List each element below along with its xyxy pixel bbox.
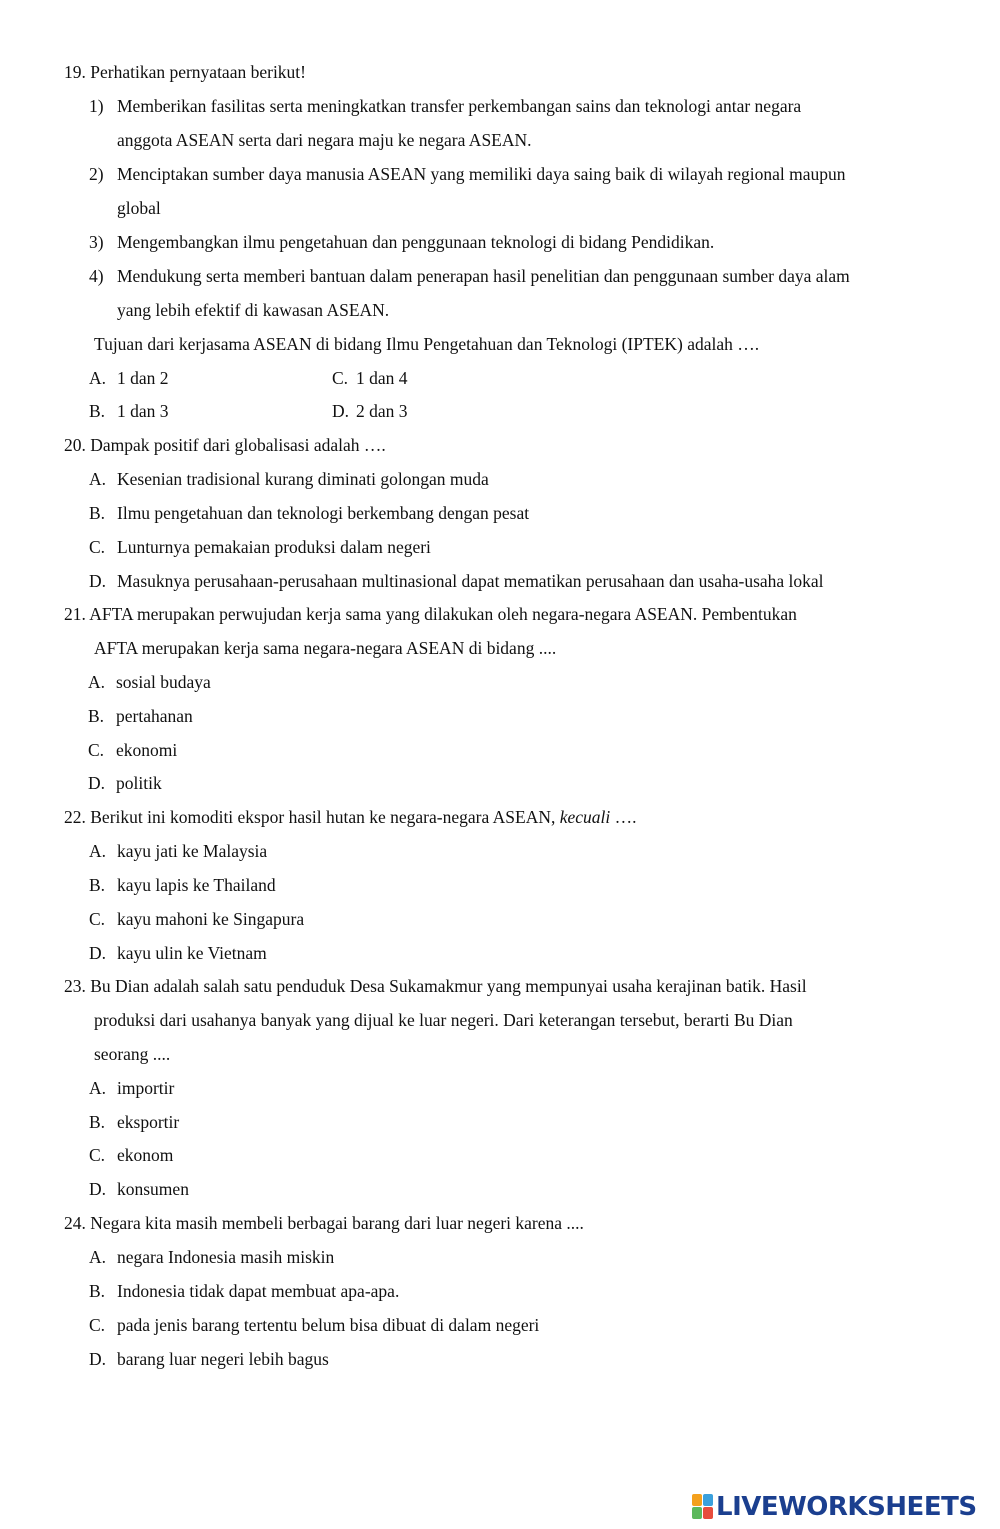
option-text: Masuknya perusahaan-perusahaan multinasional dapat mematikan perusahaan dan usaha-usaha lokal bbox=[117, 571, 824, 591]
question-number: 22. bbox=[64, 807, 86, 827]
option-b[interactable] bbox=[89, 1111, 179, 1133]
question-21 bbox=[64, 603, 797, 625]
option-text: negara Indonesia masih miskin bbox=[117, 1247, 335, 1267]
option-a[interactable] bbox=[89, 840, 267, 862]
option-label: D. bbox=[89, 1179, 107, 1199]
option-text: Kesenian tradisional kurang diminati golongan muda bbox=[117, 469, 489, 489]
question-stem-cont: AFTA merupakan kerja sama negara-negara ASEAN di bidang .... bbox=[94, 638, 557, 658]
option-text: Lunturnya pemakaian produksi dalam negeri bbox=[117, 537, 431, 557]
option-text: ekonom bbox=[117, 1145, 174, 1165]
statement-text: Menciptakan sumber daya manusia ASEAN yang memiliki daya saing baik di wilayah regional maupun bbox=[117, 164, 846, 184]
option-label: A. bbox=[89, 1247, 107, 1267]
option-label: A. bbox=[89, 368, 107, 388]
option-b[interactable] bbox=[89, 502, 529, 524]
option-text: importir bbox=[117, 1078, 175, 1098]
option-a[interactable] bbox=[89, 1246, 334, 1268]
option-text: sosial budaya bbox=[116, 672, 211, 692]
option-text: politik bbox=[116, 773, 162, 793]
option-label: C. bbox=[89, 1145, 106, 1165]
option-label: B. bbox=[89, 875, 106, 895]
option-label: C. bbox=[88, 740, 105, 760]
option-label: C. bbox=[332, 368, 349, 388]
option-d[interactable] bbox=[88, 772, 162, 794]
option-label: A. bbox=[89, 1078, 107, 1098]
option-b[interactable] bbox=[89, 1280, 399, 1302]
question-stem-emphasis: kecuali bbox=[559, 807, 611, 827]
option-label: D. bbox=[89, 943, 107, 963]
option-text: Indonesia tidak dapat membuat apa-apa. bbox=[117, 1281, 400, 1301]
question-stem: Bu Dian adalah salah satu penduduk Desa Sukamakmur yang mempunyai usaha kerajinan batik. Hasil bbox=[90, 976, 807, 996]
question-19 bbox=[64, 61, 306, 83]
statement-number: 1) bbox=[89, 96, 104, 116]
option-text: Ilmu pengetahuan dan teknologi berkembang dengan pesat bbox=[117, 503, 530, 523]
statement-text: Memberikan fasilitas serta meningkatkan transfer perkembangan sains dan teknologi antar negara bbox=[117, 96, 802, 116]
option-c[interactable] bbox=[89, 1144, 173, 1166]
question-number: 21. bbox=[64, 604, 86, 624]
option-label: B. bbox=[89, 1112, 106, 1132]
option-d[interactable] bbox=[89, 942, 267, 964]
option-label: B. bbox=[89, 401, 106, 421]
option-text: kayu ulin ke Vietnam bbox=[117, 943, 267, 963]
option-label: A. bbox=[88, 672, 106, 692]
option-c[interactable] bbox=[89, 1314, 539, 1336]
statement-number: 2) bbox=[89, 164, 104, 184]
option-label: A. bbox=[89, 841, 107, 861]
option-text: 1 dan 2 bbox=[117, 368, 169, 388]
statement-2 bbox=[89, 163, 846, 185]
liveworksheets-logo-icon bbox=[692, 1494, 714, 1520]
question-24 bbox=[64, 1212, 584, 1234]
question-22 bbox=[64, 806, 637, 828]
option-a[interactable] bbox=[89, 468, 489, 490]
statement-number: 3) bbox=[89, 232, 104, 252]
option-b[interactable] bbox=[88, 705, 193, 727]
statement-4-cont: yang lebih efektif di kawasan ASEAN. bbox=[117, 300, 390, 320]
liveworksheets-logo[interactable] bbox=[692, 1491, 977, 1523]
question-stem-cont: seorang .... bbox=[94, 1044, 171, 1064]
option-d[interactable] bbox=[89, 1178, 189, 1200]
option-label: B. bbox=[89, 503, 106, 523]
question-23 bbox=[64, 975, 807, 997]
option-label: D. bbox=[332, 401, 350, 421]
question-number: 20. bbox=[64, 435, 86, 455]
option-label: C. bbox=[89, 909, 106, 929]
question-stem-end: …. bbox=[614, 807, 637, 827]
option-text: kayu lapis ke Thailand bbox=[117, 875, 276, 895]
liveworksheets-logo-text: LIVEWORKSHEETS bbox=[716, 1492, 977, 1522]
statement-4 bbox=[89, 265, 850, 287]
statement-text: Mendukung serta memberi bantuan dalam penerapan hasil penelitian dan penggunaan sumber daya alam bbox=[117, 266, 850, 286]
question-stem: Perhatikan pernyataan berikut! bbox=[90, 62, 306, 82]
statement-1 bbox=[89, 95, 801, 117]
option-c[interactable] bbox=[89, 536, 431, 558]
question-stem: Dampak positif dari globalisasi adalah …. bbox=[90, 435, 386, 455]
question-20 bbox=[64, 434, 386, 456]
option-text: pertahanan bbox=[116, 706, 193, 726]
statement-3 bbox=[89, 231, 714, 253]
option-text: eksportir bbox=[117, 1112, 180, 1132]
statement-number: 4) bbox=[89, 266, 104, 286]
option-label: C. bbox=[89, 537, 106, 557]
option-a[interactable] bbox=[89, 1077, 174, 1099]
option-text: 1 dan 3 bbox=[117, 401, 169, 421]
option-d[interactable] bbox=[89, 570, 824, 592]
option-label: A. bbox=[89, 469, 107, 489]
question-stem-cont: produksi dari usahanya banyak yang dijual ke luar negeri. Dari keterangan tersebut, berarti Bu Dian bbox=[94, 1010, 793, 1030]
option-text: 2 dan 3 bbox=[356, 401, 408, 421]
option-label: D. bbox=[88, 773, 106, 793]
option-text: 1 dan 4 bbox=[356, 368, 408, 388]
option-label: B. bbox=[89, 1281, 106, 1301]
option-text: kayu jati ke Malaysia bbox=[117, 841, 268, 861]
option-label: B. bbox=[88, 706, 105, 726]
option-c[interactable] bbox=[89, 908, 304, 930]
option-c[interactable] bbox=[332, 367, 408, 389]
option-label: D. bbox=[89, 571, 107, 591]
question-number: 19. bbox=[64, 62, 86, 82]
option-label: D. bbox=[89, 1349, 107, 1369]
statement-text: Mengembangkan ilmu pengetahuan dan penggunaan teknologi di bidang Pendidikan. bbox=[117, 232, 715, 252]
option-text: kayu mahoni ke Singapura bbox=[117, 909, 305, 929]
statement-1-cont: anggota ASEAN serta dari negara maju ke negara ASEAN. bbox=[117, 130, 532, 150]
question-number: 24. bbox=[64, 1213, 86, 1233]
option-c[interactable] bbox=[88, 739, 177, 761]
option-b[interactable] bbox=[89, 874, 276, 896]
option-text: ekonomi bbox=[116, 740, 178, 760]
option-a[interactable] bbox=[89, 367, 169, 389]
statement-2-cont: global bbox=[117, 198, 161, 218]
option-text: pada jenis barang tertentu belum bisa dibuat di dalam negeri bbox=[117, 1315, 540, 1335]
option-b[interactable] bbox=[89, 400, 169, 422]
option-d[interactable] bbox=[332, 400, 408, 422]
question-stem: Berikut ini komoditi ekspor hasil hutan ke negara-negara ASEAN, bbox=[90, 807, 556, 827]
question-prompt: Tujuan dari kerjasama ASEAN di bidang Ilmu Pengetahuan dan Teknologi (IPTEK) adalah …. bbox=[94, 334, 760, 354]
option-text: konsumen bbox=[117, 1179, 189, 1199]
option-label: C. bbox=[89, 1315, 106, 1335]
question-stem: Negara kita masih membeli berbagai barang dari luar negeri karena .... bbox=[90, 1213, 584, 1233]
option-text: barang luar negeri lebih bagus bbox=[117, 1349, 329, 1369]
question-stem: AFTA merupakan perwujudan kerja sama yang dilakukan oleh negara-negara ASEAN. Pembentukan bbox=[89, 604, 797, 624]
option-a[interactable] bbox=[88, 671, 211, 693]
question-number: 23. bbox=[64, 976, 86, 996]
option-d[interactable] bbox=[89, 1348, 329, 1370]
